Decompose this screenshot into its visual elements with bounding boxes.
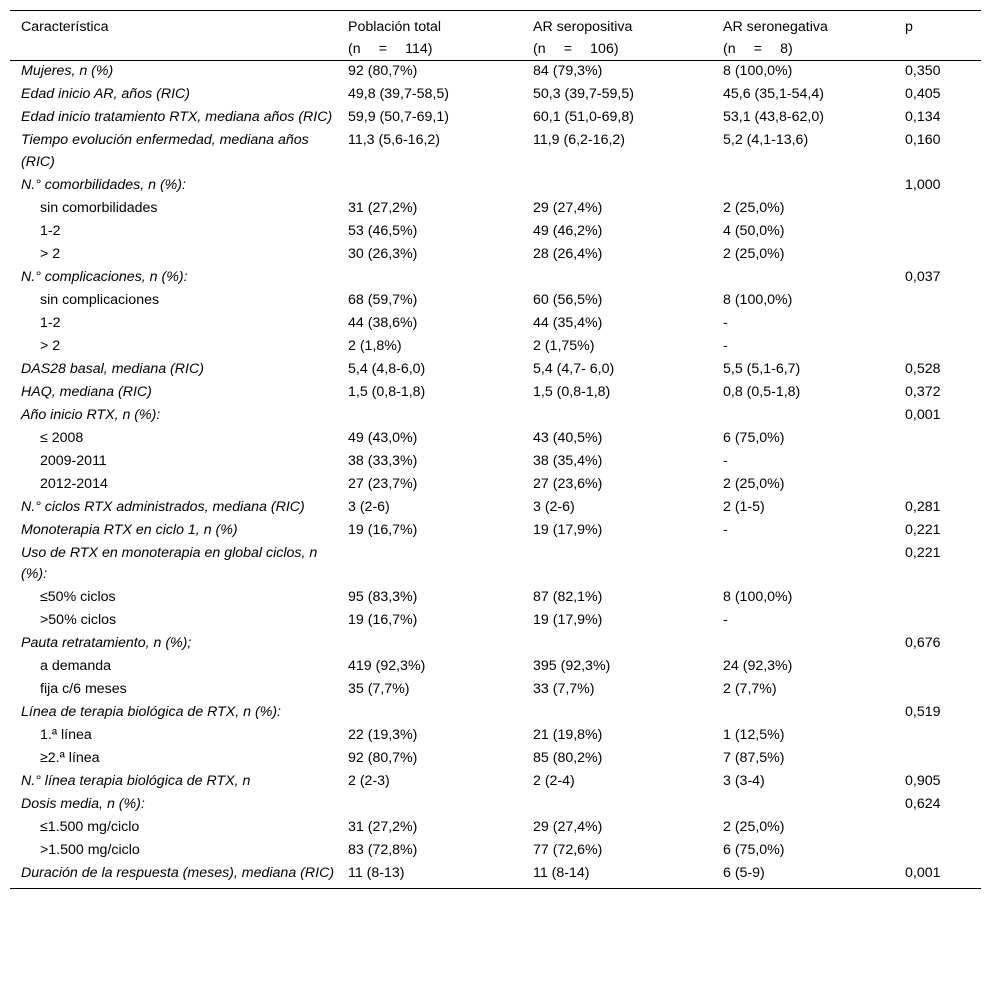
total-population-cell: 49 (43,0%) (348, 429, 418, 446)
characteristics-table (10, 10, 981, 889)
seronegative-cell: 2 (7,7%) (723, 681, 777, 697)
table-row (10, 725, 981, 748)
total-population-cell: 11 (8-13) (348, 865, 405, 881)
seronegative-cell: 1 (12,5%) (723, 727, 785, 743)
seronegative-cell (712, 543, 894, 588)
p-value-cell: 1,000 (905, 176, 941, 193)
seropositive-cell (522, 702, 712, 725)
total-population-cell: 31 (27,2%) (348, 199, 418, 216)
characteristic-cell: > 2 (40, 245, 61, 262)
total-population-cell: 31 (27,2%) (348, 819, 418, 835)
table-row (10, 702, 981, 725)
seropositive-cell: 77 (72,6%) (533, 842, 603, 858)
total-population-cell: 44 (38,6%) (348, 314, 418, 331)
table-row (10, 520, 981, 543)
header-characteristic (10, 11, 337, 61)
table-row (10, 405, 981, 428)
characteristic-cell: a demanda (40, 658, 111, 674)
table-row (10, 610, 981, 633)
p-value-cell: 0,001 (905, 406, 941, 423)
characteristic-cell: sin complicaciones (40, 291, 160, 308)
table-row (10, 107, 981, 130)
header-seronegative (712, 11, 894, 61)
characteristic-cell: 1.ª línea (40, 727, 92, 743)
seropositive-cell: 84 (79,3%) (533, 63, 603, 79)
seropositive-cell: 5,4 (4,7- 6,0) (533, 360, 615, 377)
total-population-cell: 19 (16,7%) (348, 521, 418, 538)
total-population-cell: 1,5 (0,8-1,8) (348, 383, 426, 400)
p-value-cell (894, 313, 981, 336)
p-value-cell: 0,160 (905, 132, 941, 148)
seropositive-cell: 21 (19,8%) (533, 727, 603, 743)
table-row (10, 198, 981, 221)
p-value-cell: 0,519 (905, 704, 941, 720)
p-value-cell (894, 817, 981, 840)
p-value-cell (894, 198, 981, 221)
header-total-population-label: Población total (348, 19, 442, 35)
p-value-cell: 0,350 (905, 63, 941, 79)
characteristic-cell: Tiempo evolución enfermedad, mediana años (RIC) (21, 132, 309, 170)
characteristic-cell: Año inicio RTX, n (%): (21, 406, 161, 423)
seronegative-cell: 2 (25,0%) (723, 199, 785, 216)
characteristic-cell: ≤1.500 mg/ciclo (40, 819, 140, 835)
seronegative-cell (712, 633, 894, 656)
p-value-cell (894, 656, 981, 679)
seropositive-cell: 2 (2-4) (533, 773, 575, 789)
seronegative-cell: 5,5 (5,1-6,7) (723, 360, 801, 377)
seronegative-cell: - (723, 314, 728, 331)
header-seronegative-n: (n = 8) (723, 40, 793, 57)
seropositive-cell: 85 (80,2%) (533, 750, 603, 766)
p-value-cell: 0,405 (905, 86, 941, 102)
total-population-cell (337, 702, 522, 725)
seropositive-cell: 3 (2-6) (533, 498, 575, 515)
seropositive-cell (522, 175, 712, 198)
table-row (10, 382, 981, 405)
p-value-cell (894, 221, 981, 244)
seropositive-cell: 11,9 (6,2-16,2) (533, 132, 626, 148)
p-value-cell: 0,221 (905, 544, 941, 561)
characteristics-table-container (10, 10, 981, 889)
table-row (10, 290, 981, 313)
p-value-cell: 0,037 (905, 268, 941, 285)
characteristic-cell: ≥2.ª línea (40, 750, 100, 766)
header-p-value-label: p (905, 19, 913, 35)
characteristic-cell: DAS28 basal, mediana (RIC) (21, 360, 204, 377)
seropositive-cell: 87 (82,1%) (533, 589, 603, 605)
seropositive-cell: 33 (7,7%) (533, 681, 595, 697)
table-row (10, 359, 981, 382)
table-row (10, 794, 981, 817)
table-row (10, 336, 981, 359)
characteristic-cell: >50% ciclos (40, 612, 117, 628)
characteristic-cell: Uso de RTX en monoterapia en global ciclos, n (%): (21, 544, 318, 582)
table-row (10, 656, 981, 679)
total-population-cell: 53 (46,5%) (348, 222, 418, 239)
characteristic-cell: N.° ciclos RTX administrados, mediana (RIC) (21, 498, 305, 515)
p-value-cell (894, 840, 981, 863)
p-value-cell: 0,134 (905, 109, 941, 125)
seronegative-cell: 3 (3-4) (723, 773, 765, 789)
table-row (10, 633, 981, 656)
total-population-cell: 419 (92,3%) (348, 658, 426, 674)
seropositive-cell (522, 794, 712, 817)
seronegative-cell: 45,6 (35,1-54,4) (723, 86, 824, 102)
table-row (10, 130, 981, 175)
total-population-cell: 68 (59,7%) (348, 291, 418, 308)
table-row (10, 543, 981, 588)
table-row (10, 771, 981, 794)
seropositive-cell: 29 (27,4%) (533, 199, 603, 216)
seronegative-cell: 6 (75,0%) (723, 429, 785, 446)
total-population-cell (337, 794, 522, 817)
header-seropositive (522, 11, 712, 61)
p-value-cell (894, 725, 981, 748)
seropositive-cell (522, 543, 712, 588)
characteristic-cell: Dosis media, n (%): (21, 796, 145, 812)
seronegative-cell: 53,1 (43,8-62,0) (723, 109, 824, 125)
p-value-cell: 0,281 (905, 498, 941, 515)
table-row (10, 497, 981, 520)
seropositive-cell (522, 633, 712, 656)
total-population-cell: 19 (16,7%) (348, 612, 418, 628)
characteristic-cell: HAQ, mediana (RIC) (21, 383, 152, 400)
characteristic-cell: 2009-2011 (40, 452, 107, 469)
characteristic-cell: fija c/6 meses (40, 681, 127, 697)
table-row (10, 840, 981, 863)
total-population-cell: 5,4 (4,8-6,0) (348, 360, 426, 377)
table-row (10, 451, 981, 474)
seronegative-cell: 0,8 (0,5-1,8) (723, 383, 801, 400)
header-characteristic-label: Característica (21, 19, 109, 35)
seropositive-cell: 43 (40,5%) (533, 429, 603, 446)
total-population-cell: 2 (2-3) (348, 773, 390, 789)
header-seropositive-label: AR seropositiva (533, 19, 633, 35)
characteristic-cell: Duración de la respuesta (meses), mediana (RIC) (21, 865, 335, 881)
seropositive-cell: 1,5 (0,8-1,8) (533, 383, 611, 400)
total-population-cell: 11,3 (5,6-16,2) (348, 132, 441, 148)
seronegative-cell: 6 (75,0%) (723, 842, 785, 858)
seronegative-cell (712, 267, 894, 290)
p-value-cell (894, 610, 981, 633)
p-value-cell (894, 474, 981, 497)
p-value-cell (894, 451, 981, 474)
table-row (10, 428, 981, 451)
table-row (10, 817, 981, 840)
seropositive-cell: 28 (26,4%) (533, 245, 603, 262)
total-population-cell: 92 (80,7%) (348, 63, 418, 79)
seropositive-cell: 19 (17,9%) (533, 521, 603, 538)
total-population-cell: 30 (26,3%) (348, 245, 418, 262)
total-population-cell: 38 (33,3%) (348, 452, 418, 469)
seronegative-cell (712, 702, 894, 725)
table-body (10, 61, 981, 889)
seronegative-cell (712, 175, 894, 198)
characteristic-cell: ≤ 2008 (40, 429, 84, 446)
p-value-cell (894, 679, 981, 702)
characteristic-cell: N.° comorbilidades, n (%): (21, 176, 186, 193)
seropositive-cell: 38 (35,4%) (533, 452, 603, 469)
total-population-cell (337, 267, 522, 290)
table-header (10, 11, 981, 61)
total-population-cell (337, 633, 522, 656)
characteristic-cell: Edad inicio AR, años (RIC) (21, 86, 191, 102)
characteristic-cell: >1.500 mg/ciclo (40, 842, 140, 858)
total-population-cell: 95 (83,3%) (348, 589, 418, 605)
characteristic-cell: 1-2 (40, 314, 61, 331)
table-row (10, 61, 981, 85)
p-value-cell: 0,372 (905, 383, 941, 400)
seronegative-cell: - (723, 337, 728, 354)
p-value-cell (894, 336, 981, 359)
seronegative-cell: 24 (92,3%) (723, 658, 793, 674)
seropositive-cell: 11 (8-14) (533, 865, 590, 881)
total-population-cell: 49,8 (39,7-58,5) (348, 86, 449, 102)
header-total-population (337, 11, 522, 61)
seronegative-cell: 2 (25,0%) (723, 819, 785, 835)
table-row (10, 267, 981, 290)
seronegative-cell: 8 (100,0%) (723, 63, 793, 79)
seronegative-cell: 7 (87,5%) (723, 750, 785, 766)
total-population-cell: 35 (7,7%) (348, 681, 410, 697)
seronegative-cell (712, 405, 894, 428)
p-value-cell: 0,221 (905, 521, 941, 538)
table-row (10, 748, 981, 771)
p-value-cell: 0,001 (905, 865, 941, 881)
seronegative-cell: - (723, 452, 728, 469)
characteristic-cell: > 2 (40, 337, 61, 354)
p-value-cell: 0,624 (905, 796, 941, 812)
total-population-cell: 83 (72,8%) (348, 842, 418, 858)
table-row (10, 587, 981, 610)
header-row (10, 11, 981, 61)
seropositive-cell: 44 (35,4%) (533, 314, 603, 331)
p-value-cell: 0,676 (905, 635, 941, 651)
p-value-cell (894, 244, 981, 267)
characteristic-cell: Pauta retratamiento, n (%); (21, 635, 192, 651)
p-value-cell (894, 587, 981, 610)
characteristic-cell: 2012-2014 (40, 475, 108, 492)
seronegative-cell: - (723, 612, 728, 628)
seronegative-cell: 8 (100,0%) (723, 589, 793, 605)
table-row (10, 221, 981, 244)
seropositive-cell (522, 405, 712, 428)
total-population-cell: 59,9 (50,7-69,1) (348, 109, 449, 125)
seronegative-cell: 2 (1-5) (723, 498, 765, 515)
total-population-cell (337, 175, 522, 198)
p-value-cell (894, 748, 981, 771)
table-row (10, 474, 981, 497)
p-value-cell (894, 290, 981, 313)
seropositive-cell: 29 (27,4%) (533, 819, 603, 835)
seronegative-cell: 4 (50,0%) (723, 222, 785, 239)
table-row (10, 863, 981, 888)
total-population-cell: 22 (19,3%) (348, 727, 418, 743)
table-row (10, 84, 981, 107)
total-population-cell (337, 405, 522, 428)
seronegative-cell: 2 (25,0%) (723, 245, 785, 262)
seropositive-cell: 50,3 (39,7-59,5) (533, 86, 634, 102)
seropositive-cell: 395 (92,3%) (533, 658, 611, 674)
characteristic-cell: Mujeres, n (%) (21, 63, 114, 79)
total-population-cell: 2 (1,8%) (348, 337, 402, 354)
characteristic-cell: 1-2 (40, 222, 61, 239)
seronegative-cell: 8 (100,0%) (723, 291, 793, 308)
seropositive-cell (522, 267, 712, 290)
seronegative-cell: 6 (5-9) (723, 865, 765, 881)
seropositive-cell: 60,1 (51,0-69,8) (533, 109, 634, 125)
characteristic-cell: sin comorbilidades (40, 199, 158, 216)
seropositive-cell: 2 (1,75%) (533, 337, 595, 354)
total-population-cell: 3 (2-6) (348, 498, 390, 515)
table-row (10, 175, 981, 198)
p-value-cell: 0,905 (905, 773, 941, 789)
seropositive-cell: 19 (17,9%) (533, 612, 603, 628)
total-population-cell: 27 (23,7%) (348, 475, 418, 492)
seropositive-cell: 60 (56,5%) (533, 291, 603, 308)
p-value-cell (894, 428, 981, 451)
seronegative-cell (712, 794, 894, 817)
total-population-cell (337, 543, 522, 588)
table-row (10, 679, 981, 702)
header-p-value (894, 11, 981, 61)
characteristic-cell: ≤50% ciclos (40, 589, 116, 605)
characteristic-cell: N.° complicaciones, n (%): (21, 268, 188, 285)
seronegative-cell: - (723, 521, 728, 538)
table-row (10, 244, 981, 267)
seropositive-cell: 27 (23,6%) (533, 475, 603, 492)
characteristic-cell: N.° línea terapia biológica de RTX, n (21, 773, 251, 789)
seropositive-cell: 49 (46,2%) (533, 222, 603, 239)
characteristic-cell: Edad inicio tratamiento RTX, mediana años (RIC) (21, 109, 333, 125)
characteristic-cell: Monoterapia RTX en ciclo 1, n (%) (21, 521, 238, 538)
seronegative-cell: 5,2 (4,1-13,6) (723, 132, 809, 148)
header-seropositive-n: (n = 106) (533, 40, 619, 57)
seronegative-cell: 2 (25,0%) (723, 475, 785, 492)
header-total-population-n: (n = 114) (348, 40, 433, 57)
characteristic-cell: Línea de terapia biológica de RTX, n (%): (21, 704, 281, 720)
p-value-cell: 0,528 (905, 360, 941, 377)
header-seronegative-label: AR seronegativa (723, 19, 828, 35)
table-row (10, 313, 981, 336)
total-population-cell: 92 (80,7%) (348, 750, 418, 766)
